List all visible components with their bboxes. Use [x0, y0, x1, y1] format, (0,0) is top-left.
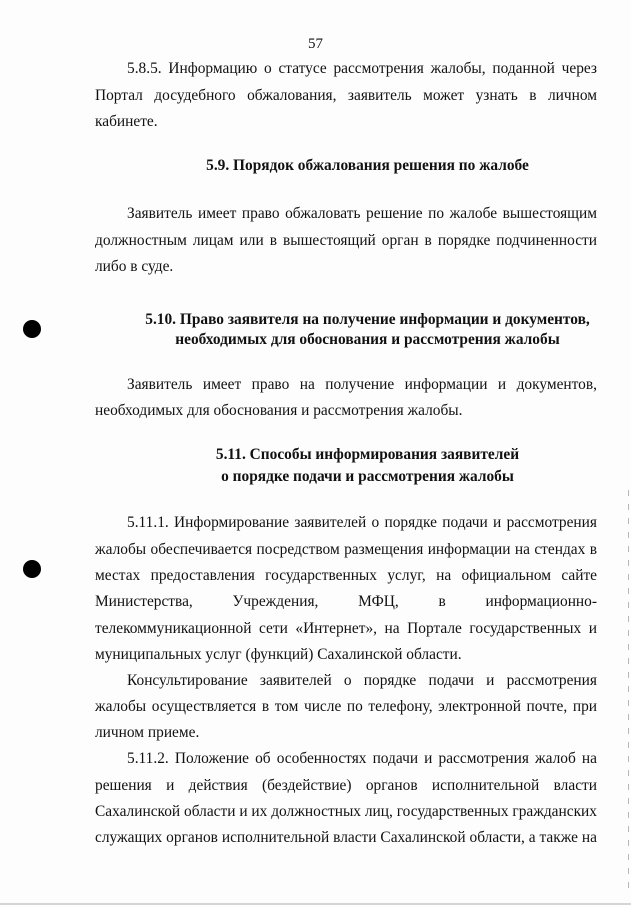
paragraph-5-11-1-line-1: 5.11.1. Информирование заявителей о порядке подачи и рассмотрения	[127, 514, 597, 531]
paragraph-5-10-line-1: Заявитель имеет право на получение информации и документов,	[127, 376, 597, 393]
section-heading-5-10-line-1: 5.10. Право заявителя на получение информации и документов,	[145, 311, 590, 328]
section-heading-5-11-line-2: о порядке подачи и рассмотрения жалобы	[221, 468, 514, 485]
paragraph-5-11-1-line-4: Министерства, Учреждения, МФЦ, в информационно-	[95, 593, 597, 610]
paragraph-5-11-1-line-3: местах предоставления государственных услуг, на официальном сайте	[95, 567, 597, 584]
paragraph-5-8-5-line-1: 5.8.5. Информацию о статусе рассмотрения жалобы, поданной через	[127, 60, 597, 77]
page-number: 57	[308, 36, 323, 52]
paragraph-consulting-line-2: жалобы осуществляется в том числе по телефону, электронной почте, при	[95, 698, 597, 715]
paragraph-5-11-2-line-1: 5.11.2. Положение об особенностях подачи и рассмотрения жалоб на	[127, 750, 597, 767]
paragraph-5-11-2-line-2: решения и действия (бездействие) органов исполнительной власти	[95, 777, 597, 794]
section-heading-5-11-line-1: 5.11. Способы информирования заявителей	[215, 446, 520, 463]
scan-edge-artifact	[628, 490, 629, 890]
paragraph-5-11-1-line-6: муниципальных услуг (функций) Сахалинской области.	[95, 646, 462, 663]
paragraph-5-11-2-line-4: служащих органов исполнительной власти Сахалинской области, а также на	[95, 829, 597, 846]
paragraph-5-9-line-3: либо в суде.	[95, 258, 174, 275]
paragraph-consulting-line-3: личном приеме.	[95, 724, 200, 741]
paragraph-5-8-5-line-2: Портал досудебного обжалования, заявитель может узнать в личном	[95, 87, 597, 104]
punch-hole-bottom	[23, 560, 41, 578]
paragraph-5-11-1-line-5: телекоммуникационной сети «Интернет», на Портале государственных и	[95, 620, 597, 637]
section-heading-5-10-line-2: необходимых для обоснования и рассмотрения жалобы	[175, 331, 560, 348]
paragraph-5-11-2-line-3: Сахалинской области и их должностных лиц, государственных гражданских	[95, 803, 597, 820]
paragraph-5-8-5-line-3: кабинете.	[95, 113, 158, 130]
paragraph-5-10-line-2: необходимых для обоснования и рассмотрения жалобы.	[95, 402, 463, 419]
punch-hole-top	[23, 320, 41, 338]
section-heading-5-9: 5.9. Порядок обжалования решения по жалобе	[206, 157, 529, 174]
paragraph-consulting-line-1: Консультирование заявителей о порядке подачи и рассмотрения	[127, 672, 597, 689]
paragraph-5-11-1-line-2: жалобы обеспечивается посредством размещения информации на стендах в	[95, 541, 597, 558]
paragraph-5-9-line-2: должностным лицам или в вышестоящий орган в порядке подчиненности	[95, 232, 597, 249]
paragraph-5-9-line-1: Заявитель имеет право обжаловать решение по жалобе вышестоящим	[127, 205, 597, 222]
